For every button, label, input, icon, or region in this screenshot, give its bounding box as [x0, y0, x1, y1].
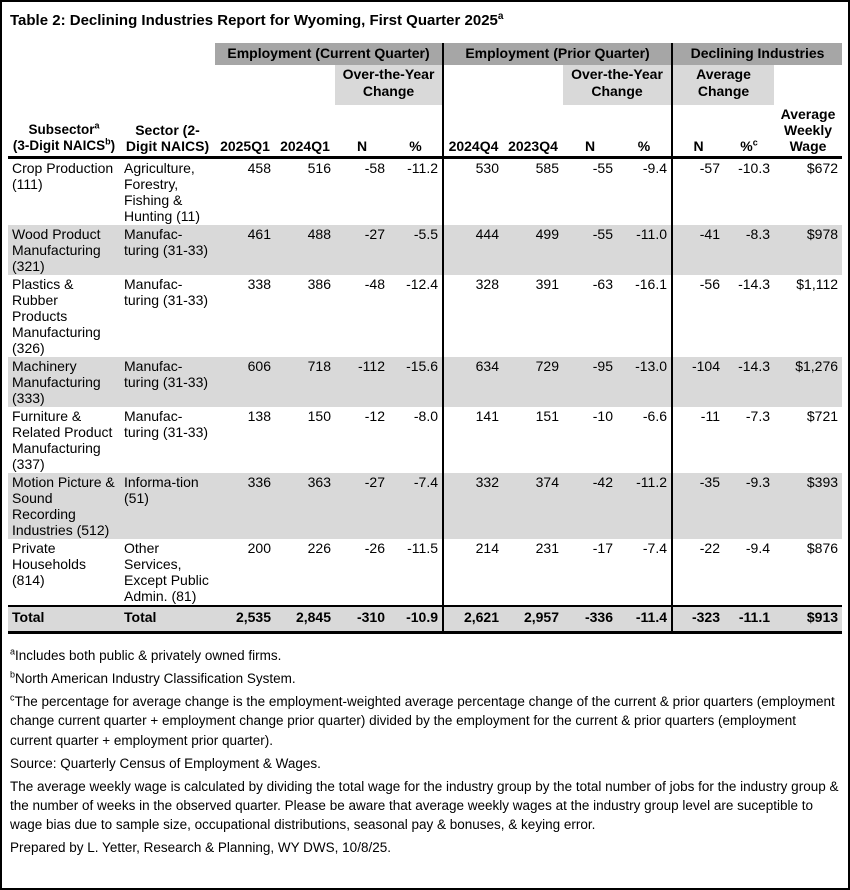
footnote-text: North American Industry Classification System. [15, 671, 296, 687]
value-cell: -11.0 [617, 225, 672, 275]
table-body [8, 158, 842, 633]
value-cell: $393 [774, 473, 842, 539]
value-cell: $913 [774, 606, 842, 633]
value-cell: -11 [672, 407, 724, 473]
column-header-pct-prior: % [617, 105, 672, 158]
value-cell: 200 [247, 540, 271, 556]
value-cell: 151 [535, 408, 559, 424]
subheader-average-change: Average Change [672, 65, 774, 105]
value-cell: 634 [443, 357, 503, 407]
value-cell: $1,276 [774, 357, 842, 407]
value-cell: -58 [364, 160, 385, 176]
value-cell: 2,621 [443, 606, 503, 633]
column-header-n-prior: N [563, 105, 617, 158]
group-header-declining-industries: Declining Industries [672, 43, 842, 65]
footnote-source [10, 754, 840, 773]
value-cell: -63 [592, 276, 613, 292]
table-row [8, 275, 842, 357]
value-cell: 729 [503, 357, 563, 407]
declining-industries-table [8, 43, 842, 634]
value-cell: -10.3 [738, 160, 770, 176]
value-cell: -7.4 [642, 540, 667, 556]
value-cell: -7.4 [389, 473, 443, 539]
value-cell: 461 [215, 225, 275, 275]
footnote-text: The average weekly wage is calculated by dividing the total wage for the industry group by the total number of jobs for the industry group & the number of weeks in the observed quarter. Please be aware that average weekly wages at the industry group level are suceptible to wage bias due to sample size, occupational distributions, seasonal pay & bonuses, & keying error. [10, 778, 839, 833]
value-cell: -336 [563, 606, 617, 633]
value-cell: -55 [592, 160, 613, 176]
value-cell: 363 [275, 473, 335, 539]
column-header-2023q4: 2023Q4 [503, 105, 563, 158]
column-header-average-weekly-wage: Average Weekly Wage [774, 105, 842, 158]
value-cell: 2,957 [503, 606, 563, 633]
sector-cell: Agriculture, Forestry, Fishing & Hunting (11) [124, 160, 201, 224]
footnote-wage-note [10, 777, 840, 834]
value-cell: -95 [563, 357, 617, 407]
value-cell: -10 [592, 408, 613, 424]
value-cell: -112 [335, 357, 389, 407]
total-row [8, 606, 842, 633]
value-cell: 488 [275, 225, 335, 275]
pct-declining-label: % [740, 138, 753, 154]
table-row [8, 225, 842, 275]
value-cell: -10.9 [389, 606, 443, 633]
value-cell: 718 [275, 357, 335, 407]
value-cell: -22 [672, 539, 724, 606]
column-header-2025q1: 2025Q1 [215, 105, 275, 158]
subsector-cell: Machinery Manufacturing (333) [8, 357, 120, 407]
value-cell: -27 [335, 225, 389, 275]
sector-cell: Total [120, 606, 215, 633]
subheader-spacer [215, 65, 335, 105]
value-cell: -35 [672, 473, 724, 539]
footnote-marker: a [10, 646, 16, 657]
value-cell: 585 [535, 160, 559, 176]
value-cell: 338 [247, 276, 271, 292]
value-cell: -42 [563, 473, 617, 539]
value-cell: -26 [364, 540, 385, 556]
value-cell: 374 [503, 473, 563, 539]
value-cell: -6.6 [642, 408, 667, 424]
value-cell: -11.2 [617, 473, 672, 539]
value-cell: $1,112 [796, 276, 839, 292]
report-title-text: Table 2: Declining Industries Report for Wyoming, First Quarter 2025 [10, 12, 498, 29]
sector-cell: Other Services, Except Public Admin. (81) [124, 540, 209, 604]
report-title-footnote-marker: a [497, 11, 504, 22]
value-cell: 499 [503, 225, 563, 275]
column-header-n-declining: N [672, 105, 724, 158]
value-cell: 336 [215, 473, 275, 539]
value-cell: -104 [672, 357, 724, 407]
value-cell: -323 [672, 606, 724, 633]
value-cell: 138 [247, 408, 271, 424]
value-cell: 530 [443, 158, 503, 226]
table-row [8, 158, 842, 226]
group-header-spacer [8, 43, 215, 65]
subheader-row [8, 65, 842, 105]
column-header-row [8, 105, 842, 158]
value-cell: -8.3 [724, 225, 774, 275]
column-header-n-current: N [335, 105, 389, 158]
value-cell: -8.0 [413, 408, 438, 424]
value-cell: -55 [563, 225, 617, 275]
column-header-sector: Sector (2-Digit NAICS) [120, 105, 215, 158]
subheader-oty-change-current: Over-the-Year Change [335, 65, 443, 105]
value-cell: -27 [335, 473, 389, 539]
value-cell: -41 [672, 225, 724, 275]
footnote-c [10, 692, 840, 749]
subsector-cell: Furniture & Related Product Manufacturing (337) [12, 408, 113, 472]
subsector-footnote-marker-b: b [105, 136, 111, 147]
value-cell: -16.1 [635, 276, 667, 292]
sector-cell: Manufac-turing (31-33) [120, 357, 215, 407]
value-cell: 386 [307, 276, 331, 292]
value-cell: -11.2 [407, 160, 438, 176]
group-header-row [8, 43, 842, 65]
footnote-prepared-by [10, 838, 840, 857]
footnote-text: The percentage for average change is the employment-weighted average percentage change of the current & prior quarters (employment change current quarter + employment change prior quarter) divided by the employment for the current & prior quarters (employment current quarter + employment prior quarter). [10, 694, 835, 748]
value-cell: -9.4 [642, 160, 667, 176]
subsector-cell: Motion Picture & Sound Recording Industries (512) [8, 473, 120, 539]
value-cell: -17 [592, 540, 613, 556]
value-cell: 214 [443, 539, 503, 606]
subheader-spacer [443, 65, 563, 105]
value-cell: 328 [443, 275, 503, 357]
column-header-pct-current: % [389, 105, 443, 158]
subheader-oty-change-prior: Over-the-Year Change [563, 65, 672, 105]
table-row [8, 407, 842, 473]
value-cell: -14.3 [738, 276, 770, 292]
column-header-pct-declining [724, 105, 774, 158]
table-row [8, 539, 842, 606]
value-cell: 2,535 [215, 606, 275, 633]
value-cell: -11.1 [724, 606, 774, 633]
value-cell: 516 [307, 160, 331, 176]
sector-cell: Informa-tion (51) [120, 473, 215, 539]
sector-cell: Manufac-turing (31-33) [124, 276, 209, 308]
sector-cell: Manufac-turing (31-33) [124, 408, 209, 440]
value-cell: -5.5 [389, 225, 443, 275]
value-cell: 231 [535, 540, 559, 556]
value-cell: $876 [806, 540, 839, 556]
footnote-b [10, 669, 840, 688]
subsector-cell: Plastics & Rubber Products Manufacturing (326) [12, 276, 101, 356]
subsector-cell: Total [8, 606, 120, 633]
column-header-subsector [8, 105, 120, 158]
value-cell: 391 [535, 276, 559, 292]
footnote-text: Prepared by L. Yetter, Research & Planning, WY DWS, 10/8/25. [10, 840, 391, 856]
pct-footnote-marker-c: c [752, 137, 758, 148]
value-cell: -15.6 [389, 357, 443, 407]
table-row [8, 473, 842, 539]
footnote-text: Source: Quarterly Census of Employment & Wages. [10, 755, 321, 771]
value-cell: -9.3 [724, 473, 774, 539]
footnote-a [10, 646, 840, 665]
value-cell: 606 [215, 357, 275, 407]
group-header-employment-current: Employment (Current Quarter) [215, 43, 443, 65]
footnotes [8, 646, 842, 858]
value-cell: $721 [806, 408, 839, 424]
value-cell: -9.4 [745, 540, 770, 556]
footnote-marker: b [10, 669, 16, 680]
value-cell: 332 [443, 473, 503, 539]
value-cell: -57 [672, 158, 724, 226]
subheader-spacer [774, 65, 842, 105]
value-cell: 458 [247, 160, 271, 176]
subsector-header-line2-end: ) [110, 138, 116, 153]
footnote-text: Includes both public & privately owned firms. [15, 648, 282, 663]
subsector-cell: Private Households (814) [12, 540, 86, 588]
subsector-cell: Wood Product Manufacturing (321) [8, 225, 120, 275]
subsector-cell: Crop Production (111) [12, 160, 114, 192]
subsector-header-line1: Subsector [28, 122, 95, 137]
value-cell: 444 [443, 225, 503, 275]
value-cell: -12.4 [406, 276, 438, 292]
value-cell: 141 [443, 407, 503, 473]
value-cell: 150 [307, 408, 331, 424]
column-header-2024q1: 2024Q1 [275, 105, 335, 158]
group-header-employment-prior: Employment (Prior Quarter) [443, 43, 672, 65]
subheader-spacer [8, 65, 215, 105]
subsector-header-line2: (3-Digit NAICS [12, 138, 106, 153]
value-cell: $672 [806, 160, 839, 176]
value-cell: $978 [774, 225, 842, 275]
sector-cell: Manufac-turing (31-33) [120, 225, 215, 275]
footnote-marker: c [10, 692, 15, 703]
table-row [8, 357, 842, 407]
value-cell: -11.5 [407, 540, 438, 556]
report-title [8, 8, 842, 29]
value-cell: -11.4 [617, 606, 672, 633]
value-cell: -14.3 [724, 357, 774, 407]
value-cell: -7.3 [745, 408, 770, 424]
value-cell: -56 [672, 275, 724, 357]
value-cell: 2,845 [275, 606, 335, 633]
value-cell: -12 [364, 408, 385, 424]
value-cell: -13.0 [617, 357, 672, 407]
value-cell: -310 [335, 606, 389, 633]
column-header-2024q4: 2024Q4 [443, 105, 503, 158]
value-cell: 226 [307, 540, 331, 556]
value-cell: -48 [364, 276, 385, 292]
subsector-footnote-marker-a: a [94, 120, 100, 131]
